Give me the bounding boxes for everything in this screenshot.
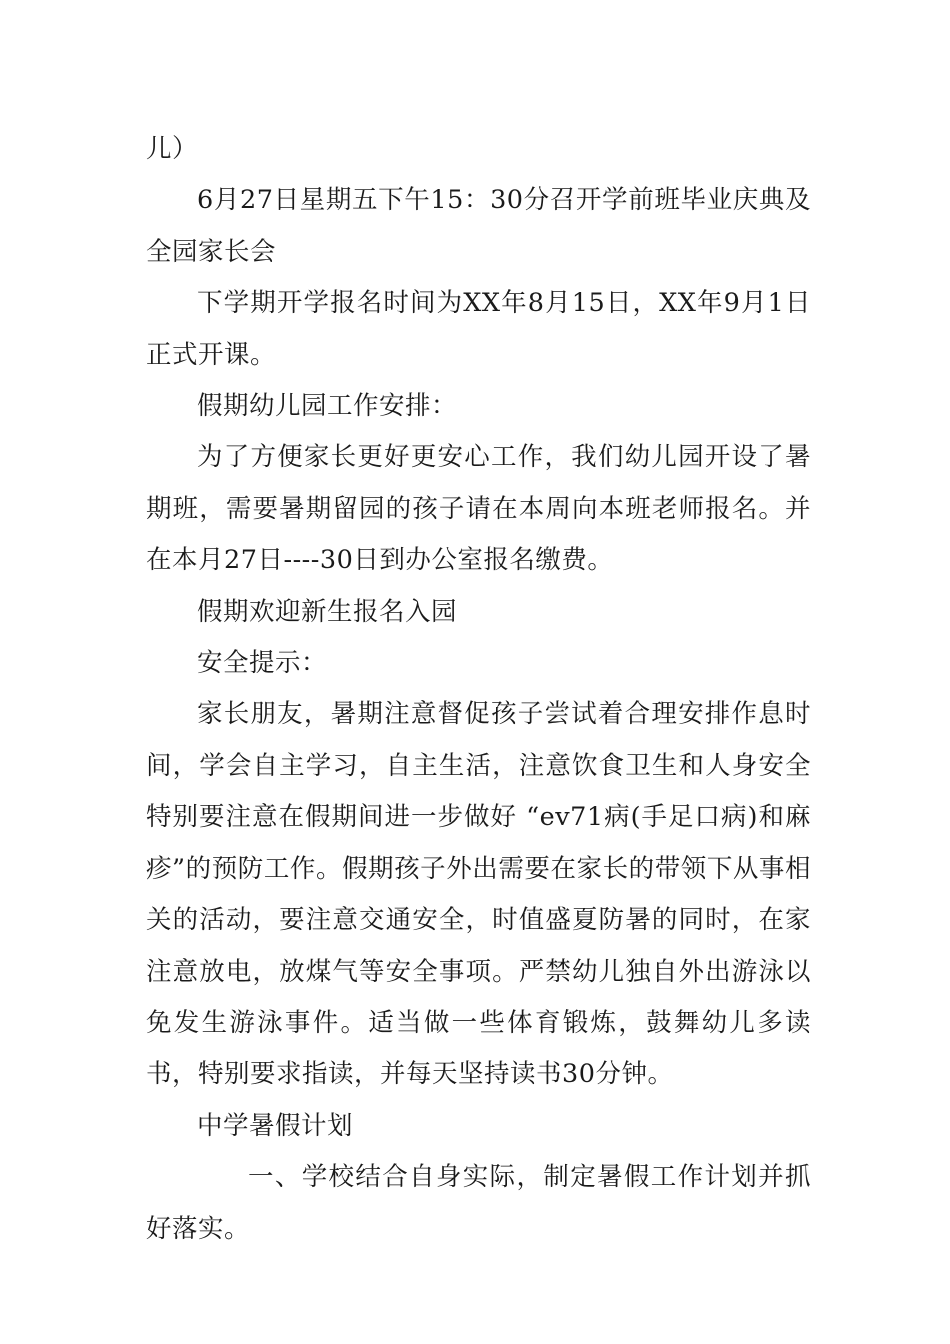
paragraph-new-student-enrollment: 假期欢迎新生报名入园: [197, 596, 458, 627]
paragraph-holiday-arrangement-heading: 假期幼儿园工作安排：: [197, 391, 458, 422]
paragraph-graduation-meeting: 6月27日星期五下午15：30分召开学前班毕业庆典及全园家长会: [146, 185, 811, 267]
paragraph-plan-item-one: 一、学校结合自身实际，制定暑假工作计划并抓好落实。: [146, 1162, 811, 1244]
paragraph-continuation: 儿）: [146, 134, 199, 164]
document-body: [146, 124, 811, 1255]
paragraph-safety-heading: 安全提示：: [197, 648, 328, 679]
paragraph-safety-tips: 家长朋友，暑期注意督促孩子尝试着合理安排作息时间，学会自主学习，自主生活，注意饮食卫生和人身安全特别要注意在假期间进一步做好 “ev71病(手足口病)和麻疹”的预防工作。假期孩子外出需要在家长的带领下从事相关的活动，要注意交通安全，时值盛夏防暑的同时，在家注意放电，放煤气等安全事项。严禁幼儿独自外出游泳以免发生游泳事件。适当做一些体育锻炼，鼓舞幼儿多读书，特别要求指读，并每天坚持读书30分钟。: [146, 699, 811, 1090]
paragraph-registration-time: 下学期开学报名时间为XX年8月15日，XX年9月1日正式开课。: [146, 288, 811, 370]
paragraph-summer-class: 为了方便家长更好更安心工作，我们幼儿园开设了暑期班，需要暑期留园的孩子请在本周向本班老师报名。并在本月27日----30日到办公室报名缴费。: [146, 442, 811, 576]
paragraph-middle-school-plan-heading: 中学暑假计划: [197, 1110, 354, 1141]
